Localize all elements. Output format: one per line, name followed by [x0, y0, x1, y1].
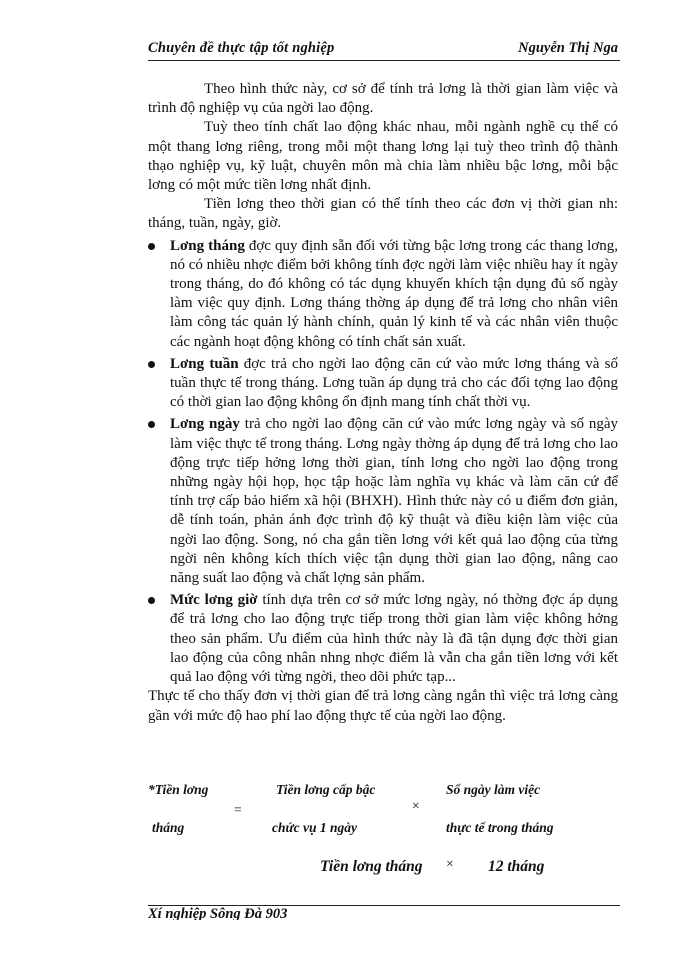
formula-term2-bottom: thực tế trong tháng [446, 820, 554, 835]
salary-formula [148, 780, 618, 880]
formula-times-icon: × [412, 798, 420, 813]
bullet-term: Mức lơng giờ [170, 592, 258, 609]
bullet-item-luong-thang [148, 237, 618, 352]
formula-lhs-top: *Tiền lơng [148, 782, 209, 797]
paragraph-3: Tiền lơng theo thời gian có thể tính theo các đơn vị thời gian nh: tháng, tuần, ngày, giờ. [148, 196, 618, 232]
bullet-term: Lơng tháng [170, 237, 245, 254]
header-title: Chuyên đề thực tập tốt nghiệp [148, 40, 335, 56]
bullet-text: trả cho ngời lao động căn cứ vào mức lơng ngày và số ngày làm việc thực tế trong tháng. Lơng ngày thờng áp dụng để trả lơng cho lao động trực tiếp hởng lơng thời gian, tính lơng cho ngời lao động trong những ngày hội họp, học tập hoặc làm nghĩa vụ khác và làm căn cứ để tính trợ cấp bảo hiểm xã hội (BHXH). Hình thức này có u điểm đơn giản, dễ tính toán, phản ánh đợc trình độ kỹ thuật và điều kiện làm việc của ngời lao động. Song, nó cha gắn tiền lơng với kết quả lao động của từng ngời nên không kích thích việc tận dụng thời gian lao động, nâng cao năng suất lao động và chất lợng sản phẩm. [170, 416, 619, 587]
header-divider [148, 60, 620, 61]
formula-lhs-bottom: tháng [152, 820, 185, 835]
bullet-list [148, 237, 618, 688]
bullet-item-muc-luong-gio [148, 591, 618, 687]
bullet-text: đợc quy định sẵn đối với từng bậc lơng trong các thang lơng, nó có nhiều nhợc điểm bởi không tính đợc ngời làm việc nhiều hay ít ngày trong tháng, do đó không có tác dụng khuyến khích tận dụng đủ số ngày làm việc quy định. Lơng tháng thờng áp dụng để trả lơng cho nhân viên làm công tác quản lý hành chính, quản lý kinh tế và các nhân viên thuộc các ngành hoạt động không có tính chất sản xuất. [170, 237, 618, 350]
formula2-right: 12 tháng [488, 858, 545, 875]
bullet-term: Lơng tuần [170, 355, 239, 372]
bullet-icon [148, 421, 155, 428]
header-author: Nguyễn Thị Nga [518, 40, 618, 56]
bullet-item-luong-tuan [148, 355, 618, 413]
bullet-text: đợc trả cho ngời lao động căn cứ vào mức lơng tháng và số tuần thực tế trong tháng. Lơng tuần áp dụng trả cho các đối tợng lao động có thời gian lao động không ổn định mang tính chất thời vụ. [170, 355, 618, 411]
bullet-icon [148, 361, 155, 368]
formula2-times-icon: × [446, 856, 454, 871]
formula2-left: Tiền lơng tháng [320, 858, 423, 875]
page-body [148, 80, 618, 726]
bullet-term: Lơng ngày [170, 416, 240, 433]
paragraph-2: Tuỳ theo tính chất lao động khác nhau, mỗi ngành nghề cụ thể có một thang lơng riêng, trong mỗi một thang lơng lại tuỳ theo trình độ thành thạo nghiệp vụ, kỹ luật, chuyên môn mà chia làm nhiều bậc lơng, mỗi bậc lơng có một mức tiền lơng nhất định. [148, 119, 618, 194]
bullet-text: tính dựa trên cơ sở mức lơng ngày, nó thờng đợc áp dụng để trả lơng cho lao động trực tiếp trong thời gian làm việc không hởng theo sản phẩm. Ưu điểm của hình thức này là đã tận dụng đợc thời gian lao động của công nhân nhng nhợc điểm là vẫn cha gắn tiền lơng với kết quả lao động với từng ngời, theo dõi phức tạp... [170, 592, 618, 686]
bullet-item-luong-ngay [148, 415, 618, 588]
bullet-icon [148, 597, 155, 604]
paragraph-1: Theo hình thức này, cơ sở để tính trả lơng là thời gian làm việc và trình độ nghiệp vụ của ngời lao động. [148, 81, 618, 117]
closing-paragraph: Thực tế cho thấy đơn vị thời gian để trả lơng càng ngắn thì việc trả lơng càng gần với mức độ hao phí lao động thực tế của ngời lao động. [148, 688, 618, 724]
formula-equals: = [234, 802, 242, 817]
formula-term1-bottom: chức vụ 1 ngày [272, 820, 357, 835]
page-header [148, 40, 618, 62]
formula-term1-top: Tiền lơng cấp bậc [276, 782, 376, 797]
page-footer: Xí nghiệp Sông Đà 903 [148, 906, 288, 920]
formula-term2-top: Số ngày làm việc [446, 782, 541, 797]
bullet-icon [148, 243, 155, 250]
